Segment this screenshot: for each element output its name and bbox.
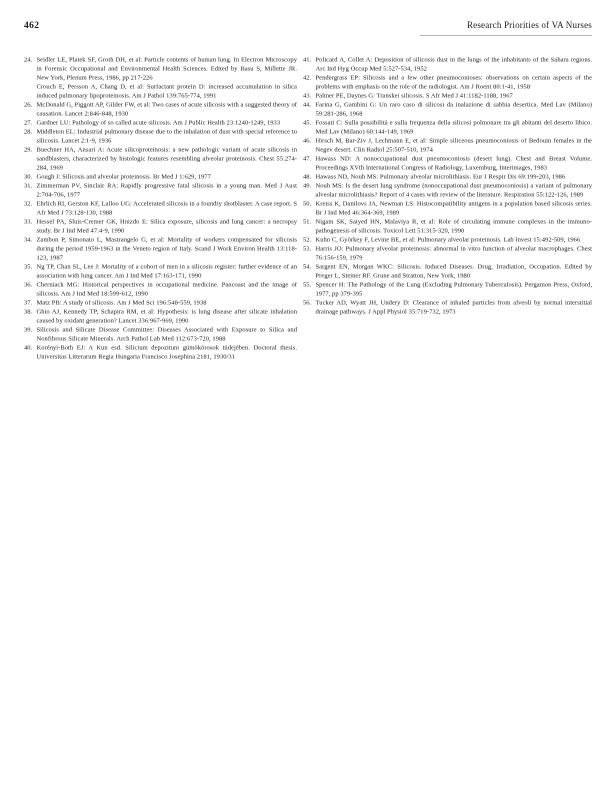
- reference-item: [24, 280, 297, 298]
- reference-item: [24, 145, 297, 172]
- reference-text: Hawass ND: A nonoccupational dust pneumoconiosis (desert lung). Chest and Breast Volume. Proceedings XVth International Congress of Radiology, Luxemburg, Interimages, 1983: [315, 154, 592, 171]
- reference-item: [303, 199, 592, 217]
- reference-text: Zimmerman PV, Sinclair RA: Rapidly progressive fatal silicosis in a young man. Med J Aust 2:704-706, 1977: [36, 181, 297, 198]
- reference-item: [303, 91, 592, 100]
- reference-number: 46.: [303, 136, 312, 144]
- reference-text: Hessel PA, Sluis-Cremer GK, Hnizdo E: Silica exposure, silicosis and lung cancer: a necropsy study. Br J Ind Med 47:4-9, 1990: [36, 217, 297, 234]
- reference-text: Farina G, Gambini G: Un raro caso di silicosi da inalazione di sabbia desertica. Med Lav (Milano) 59:281-286, 1968: [315, 100, 592, 117]
- reference-text: Palmer PE, Daynes G: Transkei silicosis. S Afr Med J 41:1182-1188, 1967: [315, 91, 513, 99]
- reference-item: [24, 118, 297, 127]
- reference-text: Pendergrass EP: Silicosis and a few other pneumoconioses: observations on certain aspects of the problems with emphasis on the role of the radiologist. Am J Roent 80:1-41, 1958: [315, 73, 592, 90]
- reference-number: 27.: [24, 118, 33, 126]
- references-column-right: [303, 55, 592, 316]
- reference-item: [303, 73, 592, 91]
- reference-number: [24, 82, 37, 100]
- reference-text: Ehrlich RI, Gerston KF, Lalloo UG: Accelerated silicosis in a foundry shotblaster. A case report. S Afr Med J 73:128-130, 1988: [36, 199, 297, 216]
- reference-number: 28.: [24, 127, 33, 135]
- reference-number: 34.: [24, 235, 33, 243]
- reference-number: 48.: [303, 172, 312, 180]
- reference-number: 41.: [303, 55, 312, 63]
- reference-item: [303, 244, 592, 262]
- reference-item: [24, 199, 297, 217]
- reference-item: [24, 325, 297, 343]
- reference-text: Crouch E, Persson A, Chang D, et al: Surfactant protein D: increased accumulation in silica induced pulmonary lipoproteinosis. Am J Pathol 139:765-774, 1991: [36, 82, 297, 99]
- reference-item: [24, 217, 297, 235]
- reference-item: [24, 181, 297, 199]
- reference-text: McDonald G, Piggott AP, Gilder FW, et al: Two cases of acute silicosis with a suggested theory of causation. Lancet 2:846-848, 1930: [36, 100, 297, 117]
- reference-item: [24, 343, 297, 361]
- reference-number: 38.: [24, 307, 33, 315]
- header-rule: [420, 35, 592, 36]
- running-title: Research Priorities of VA Nurses: [466, 20, 592, 30]
- reference-item: [303, 100, 592, 118]
- reference-text: Seidler LE, Platek SF, Groth DH, et al: Particle contents of human lung. In Electron Microscopy in Forensic Occupational and Environmental Health Sciences. Edited by Basu S, Millette JR. New York, Plenum Press, 1986, pp 217-226: [36, 55, 297, 81]
- reference-item: [303, 280, 592, 298]
- reference-number: 26.: [24, 100, 33, 108]
- reference-item: [24, 307, 297, 325]
- reference-number: 37.: [24, 298, 33, 306]
- reference-text: Gough J: Silicosis and alveolar proteinosis. Br Med J 1:629, 1977: [36, 172, 211, 180]
- reference-number: 53.: [303, 244, 312, 252]
- reference-text: Zambon P, Simonato L, Mastrangelo G, et al: Mortality of workers compensated for silicosis during the period 1959-1963 in the Veneto region of Italy. Scand J Work Environ Health 13:118-123, 1987: [36, 235, 297, 261]
- reference-text: Middleton EL: Industrial pulmonary disease due to the inhalation of dust with special reference to silicosis. Lancet 2:1-9, 1936: [36, 127, 297, 144]
- reference-text: Fossati C: Sulla possibilità e sulla frequenza della silicosi polmonare tra gli abitanti del deserto libico. Med Lav (Milano) 60:144-149, 1969: [315, 118, 592, 135]
- reference-number: 55.: [303, 280, 312, 288]
- reference-number: 32.: [24, 199, 33, 207]
- reference-text: Kreiss K, Danilovs JA, Newman LS: Histocompatibility antigens in a population based silicosis series. Br J Ind Med 46:364-369, 1989: [315, 199, 592, 216]
- reference-item: [303, 118, 592, 136]
- reference-number: 30.: [24, 172, 33, 180]
- reference-item: [303, 235, 592, 244]
- reference-number: 43.: [303, 91, 312, 99]
- reference-text: Ng TP, Chan SL, Lee J: Mortality of a cohort of men in a silicosis register: further evidence of an association with lung cancer. Am J Ind Med 17:163-171, 1990: [36, 262, 297, 279]
- reference-text: Harris JO: Pulmonary alveolar proteinosis: abnormal in vitro function of alveolar macrophages. Chest 76:156-159, 1979: [315, 244, 592, 261]
- reference-text: Silicosis and Silicate Disease Committee: Diseases Associated with Exposure to Silica and Nonfibrous Silicate Minerals. Arch Pathol Lab Med 112:673-720, 1988: [36, 325, 297, 342]
- reference-text: Gardner LU: Pathology of so called acute silicosis. Am J Public Health 23:1240-1249, 1933: [36, 118, 281, 126]
- reference-text: Buechner HA, Ansari A: Acute silicoproteinosis: a new pathologic variant of acute silicosis in sandblasters, characterized by histologic features resembling alveolar proteinosis. Chest 55:274-284, 1969: [36, 145, 297, 171]
- reference-item: [303, 154, 592, 172]
- reference-item: [24, 262, 297, 280]
- reference-item: [303, 217, 592, 235]
- reference-item: [303, 172, 592, 181]
- reference-item: [24, 298, 297, 307]
- reference-item: [303, 55, 592, 73]
- reference-number: 33.: [24, 217, 33, 225]
- reference-number: 39.: [24, 325, 33, 333]
- reference-text: Tucker AD, Wyatt JH, Undery D: Clearance of inhaled particles from alveoli by normal interstitial drainage pathways. J Appl Physiol 35:719-732, 1973: [315, 298, 592, 315]
- reference-item: [303, 262, 592, 280]
- reference-number: 35.: [24, 262, 33, 270]
- reference-number: 56.: [303, 298, 312, 306]
- reference-item: [303, 136, 592, 154]
- reference-number: 51.: [303, 217, 312, 225]
- reference-text: Hawass ND, Nouh MS: Pulmonary alveolar microlithiasis. Eur J Respir Dis 69:199-203, 1986: [315, 172, 566, 180]
- reference-number: 50.: [303, 199, 312, 207]
- reference-text: Matz PB: A study of silicosis. Am J Med Sci 196:548-559, 1938: [36, 298, 207, 306]
- reference-text: Nigam SK, Saiyed HN, Malaviya R, et al: Role of circulating immune complexes in the immuno-pathogenesis of silicosis. Toxicol Lett 51:315-320, 1990: [315, 217, 592, 234]
- reference-text: Korényi-Both EJ: A Kun esd. Silicium depozitum gümökórosok tüdejében. Doctoral thesis. Universitas Litterarum Regia Hungaria Francisco Josephina 2181, 1930/31: [36, 343, 297, 360]
- reference-text: Spencer H: The Pathology of the Lung (Excluding Pulmonary Tuberculosis). Pergamon Press, Oxford, 1977, pp 379-395: [315, 280, 592, 297]
- reference-number: 29.: [24, 145, 33, 153]
- reference-text: Nouh MS: Is the desert lung syndrome (nonoccupational dust pneumoconiosis) a variant of pulmonary alveolar microlithiasis? Report of 4 cases with review of the literature. Respiration 55:122-126, 1989: [315, 181, 592, 198]
- reference-number: 44.: [303, 100, 312, 108]
- reference-number: 47.: [303, 154, 312, 162]
- reference-text: Sargent EN, Morgan WKC: Silicosis. Induced Diseases. Drug, Irradiation, Occupation. Edited by Preger L, Steiner RF. Grune and Stratton, New York, 1980: [315, 262, 592, 279]
- references-column-left: [24, 55, 297, 361]
- reference-item: [24, 82, 297, 100]
- reference-number: 54.: [303, 262, 312, 270]
- reference-text: Kuhn C, Györkey F, Levine BE, et al: Pulmonary alveolar proteinosis. Lab Invest 15:492-509, 1966: [315, 235, 581, 243]
- reference-number: 40.: [24, 343, 33, 351]
- reference-text: Hirsch M, Bar-Ziv J, Lechmann E, et al: Simple siliceous pneumoconiosis of Bedouin females in the Negev desert. Clin Radiol 25:507-510, 1974: [315, 136, 592, 153]
- reference-item: [303, 181, 592, 199]
- reference-item: [24, 100, 297, 118]
- reference-item: [24, 55, 297, 82]
- reference-text: Cherniack MG: Historical perspectives in occupational medicine. Pancoast and the image of silicosis. Am J Ind Med 18:599-612, 1990: [36, 280, 297, 297]
- reference-item: [303, 298, 592, 316]
- reference-text: Policard A, Collet A: Deposition of silicosis dust in the lungs of the inhabitants of the Sahara regions. Arc Ind Hyg Occup Med 5:527-534, 1952: [315, 55, 592, 72]
- reference-item: [24, 172, 297, 181]
- reference-text: Ghio AJ, Kennedy TP, Schapira RM, et al: Hypothesis: is lung disease after silicate inhalation caused by oxidant generation? Lancet 336:967-969, 1990: [36, 307, 297, 324]
- reference-number: 52.: [303, 235, 312, 243]
- reference-number: 36.: [24, 280, 33, 288]
- reference-number: 24.: [24, 55, 33, 63]
- reference-item: [24, 235, 297, 262]
- page-number: 462: [24, 21, 40, 31]
- reference-item: [24, 127, 297, 145]
- reference-number: 31.: [24, 181, 33, 189]
- reference-number: 45.: [303, 118, 312, 126]
- reference-number: 42.: [303, 73, 312, 81]
- reference-number: 49.: [303, 181, 312, 189]
- page-header: [24, 20, 592, 31]
